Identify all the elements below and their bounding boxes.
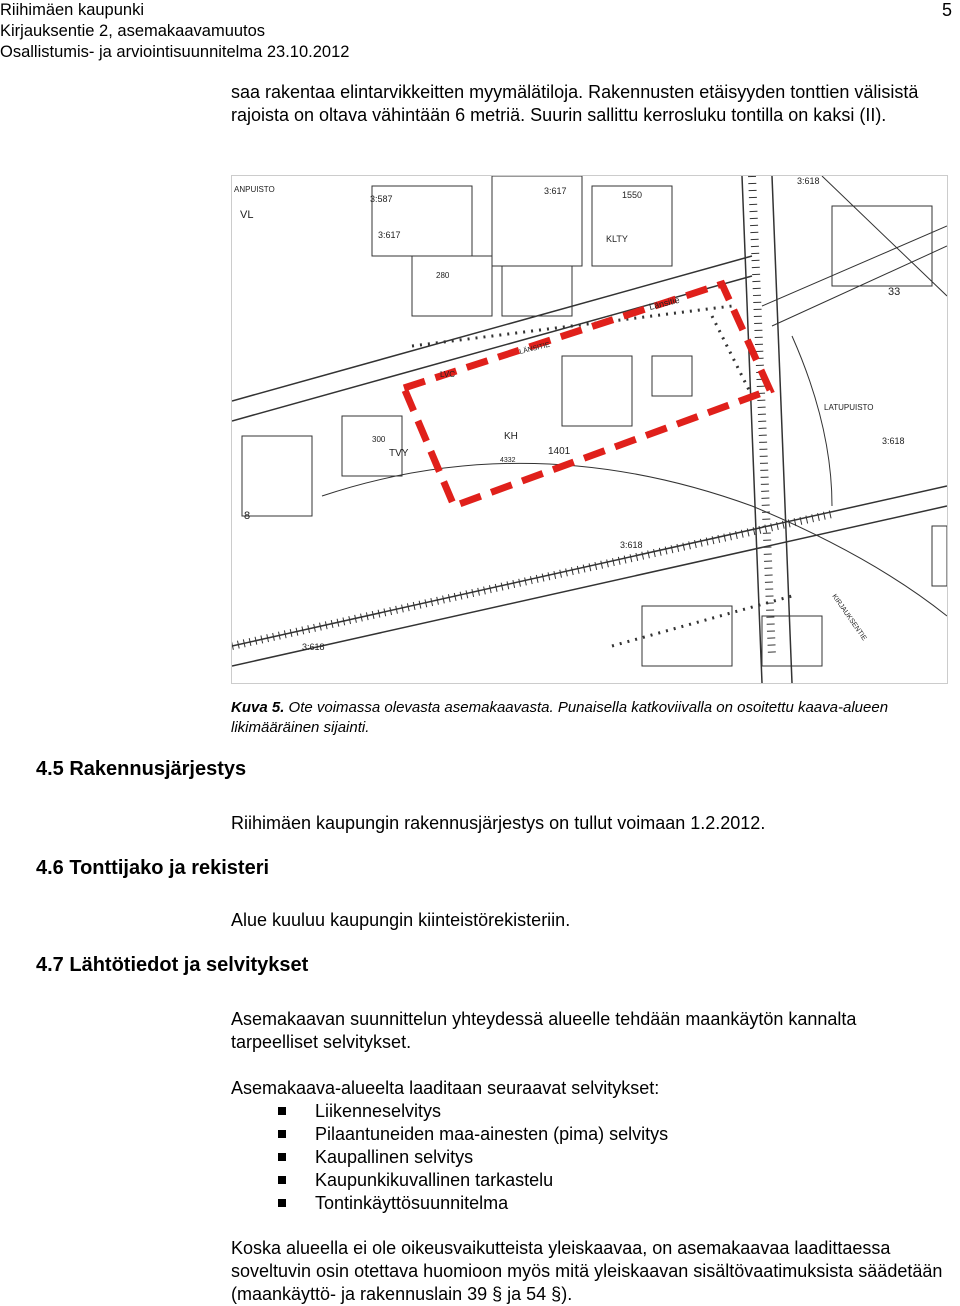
bullet-square-icon — [278, 1107, 286, 1115]
closing-paragraph: Koska alueella ei ole oikeusvaikutteista yleiskaavaa, on asemakaavaa laadittaessa soveltuvin osin otettava huomioon myös mitä yleiskaavan sisältövaatimuksista säädetään (maankäyttö- ja rakennuslain 39 § ja 54 §). — [231, 1238, 943, 1304]
map-label-1401: 1401 — [548, 446, 571, 457]
document-header — [0, 0, 349, 63]
map-label-4332: 4332 — [500, 457, 516, 464]
section-4-7-text: Asemakaavan suunnittelun yhteydessä alueelle tehdään maankäytön kannalta tarpeelliset selvitykset. — [231, 1009, 857, 1052]
list-item — [231, 1100, 946, 1123]
heading-4-5: 4.5 Rakennusjärjestys — [36, 758, 247, 780]
studies-block — [231, 1077, 946, 1215]
studies-intro: Asemakaava-alueelta laaditaan seuraavat selvitykset: — [231, 1078, 660, 1098]
map-label-3-618a: 3:618 — [797, 176, 820, 186]
map-label-8: 8 — [244, 510, 251, 522]
studies-list — [231, 1100, 946, 1215]
figure-caption-label: Kuva 5. — [231, 699, 285, 716]
planning-area-outline — [404, 284, 770, 506]
list-item-text: Liikenneselvitys — [315, 1101, 442, 1121]
bullet-square-icon — [278, 1153, 286, 1161]
list-item-text: Tontinkäyttösuunnitelma — [315, 1193, 509, 1213]
zoning-map — [231, 175, 948, 684]
zoning-map-drawing — [232, 176, 947, 683]
list-item-text: Kaupunkikuvallinen tarkastelu — [315, 1170, 554, 1190]
map-label-anpuisto: ANPUISTO — [234, 185, 275, 194]
list-item — [231, 1123, 946, 1146]
map-label-3-617b: 3:617 — [544, 186, 567, 196]
map-label-3-618d: 3:618 — [302, 642, 325, 652]
section-4-5-text: Riihimäen kaupungin rakennusjärjestys on tullut voimaan 1.2.2012. — [231, 813, 766, 833]
map-label-latupuisto: LATUPUISTO — [824, 403, 874, 412]
map-label-300: 300 — [372, 435, 386, 444]
map-label-280: 280 — [436, 271, 450, 280]
bullet-square-icon — [278, 1199, 286, 1207]
map-label-lansitie-1: Länsitie — [648, 294, 681, 312]
map-label-lvc: LVC — [440, 370, 455, 379]
map-label-3-617a: 3:617 — [378, 230, 401, 240]
map-label-3-618b: 3:618 — [882, 436, 905, 446]
list-item — [231, 1169, 946, 1192]
heading-4-6: 4.6 Tonttijako ja rekisteri — [36, 857, 270, 879]
page-number: 5 — [941, 0, 952, 20]
heading-4-7: 4.7 Lähtötiedot ja selvitykset — [36, 954, 309, 976]
list-item — [231, 1192, 946, 1215]
header-project: Kirjauksentie 2, asemakaavamuutos — [0, 22, 266, 40]
map-label-3-587: 3:587 — [370, 194, 393, 204]
figure-caption — [231, 698, 951, 737]
section-4-6-text: Alue kuuluu kaupungin kiinteistörekisteriin. — [231, 910, 571, 930]
list-item-text: Pilaantuneiden maa-ainesten (pima) selvitys — [315, 1124, 669, 1144]
bullet-square-icon — [278, 1176, 286, 1184]
map-label-klty: KLTY — [606, 234, 628, 244]
intro-paragraph: saa rakentaa elintarvikkeitten myymälätiloja. Rakennusten etäisyyden tonttien välisistä rajoista on oltava vähintään 6 metriä. Suurin sallittu kerrosluku tontilla on kaksi (II). — [231, 82, 919, 125]
map-label-kh: KH — [504, 431, 518, 442]
header-document-title: Osallistumis- ja arviointisuunnitelma 23.10.2012 — [0, 43, 350, 61]
map-label-33: 33 — [888, 286, 901, 298]
map-label-lansitie-2: LÄNSITIE — [518, 341, 551, 356]
map-label-tvy: TVY — [389, 448, 409, 459]
map-label-vl: VL — [240, 209, 254, 221]
bullet-square-icon — [278, 1130, 286, 1138]
map-label-3-618c: 3:618 — [620, 540, 643, 550]
figure-caption-text: Ote voimassa olevasta asemakaavasta. Punaisella katkoviivalla on osoitettu kaava-alueen likimääräinen sijainti. — [231, 699, 889, 736]
header-organization: Riihimäen kaupunki — [0, 1, 144, 19]
map-label-kirjauksentie: KIRJAUKSENTIE — [830, 593, 868, 643]
list-item — [231, 1146, 946, 1169]
map-label-1550: 1550 — [622, 190, 643, 200]
list-item-text: Kaupallinen selvitys — [315, 1147, 474, 1167]
